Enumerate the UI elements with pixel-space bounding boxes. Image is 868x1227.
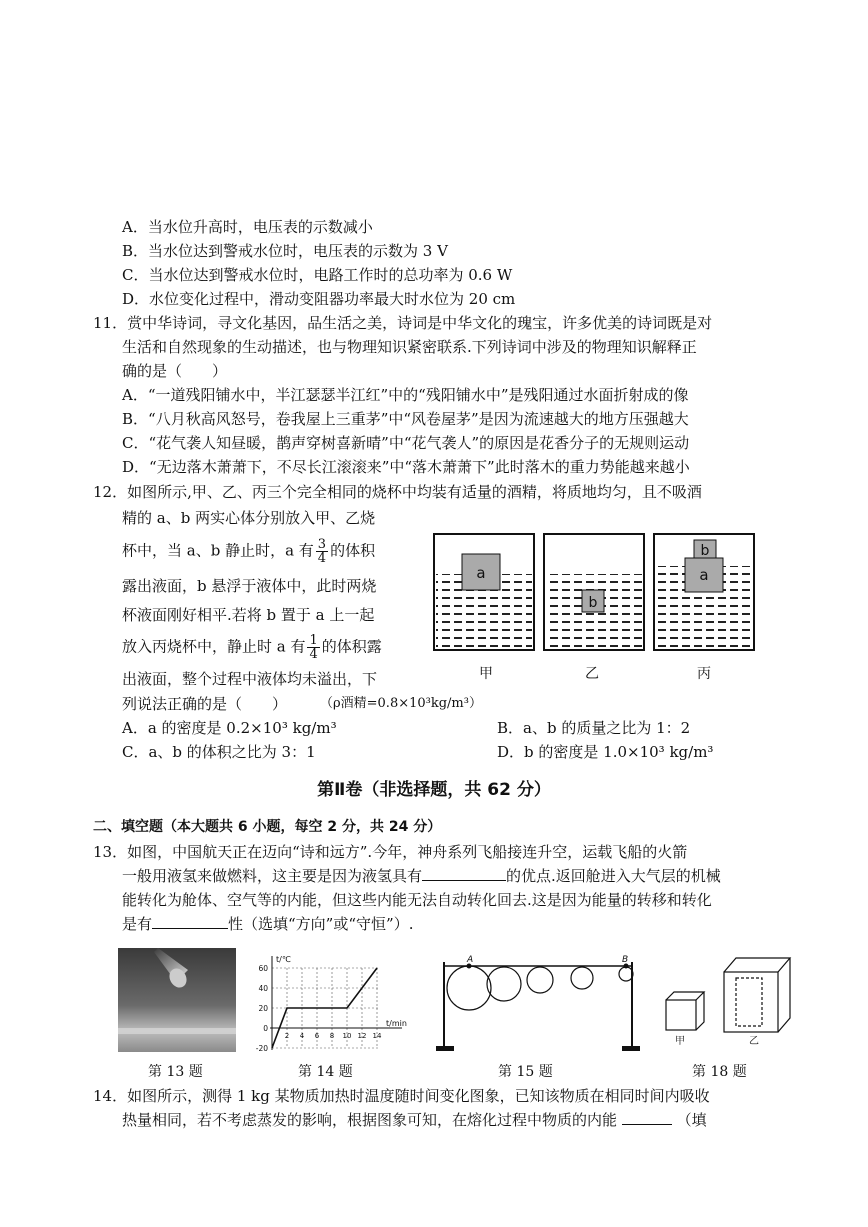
q14-heating-graph [252, 952, 414, 1056]
beaker-bing [654, 534, 754, 650]
q12-option-b: B．a、b 的质量之比为 1：2 [497, 719, 691, 737]
q12-option-d: D．b 的密度是 1.0×10³ kg/m³ [497, 743, 714, 761]
svg-text:20: 20 [258, 1004, 268, 1013]
caption-q13: 第 13 题 [148, 1064, 203, 1080]
q11-option-b: B．“八月秋高风怒号，卷我屋上三重茅”中“风卷屋茅”是因为流速越大的地方压强越大 [122, 410, 689, 428]
block-a-label: a [476, 564, 486, 582]
fraction-three-quarters: $\frac{3}{4}$ [317, 537, 327, 566]
caption-q18: 第 18 题 [692, 1064, 747, 1080]
q12-option-a: A．a 的密度是 0.2×10³ kg/m³ [122, 719, 337, 737]
svg-text:t/℃: t/℃ [276, 955, 291, 964]
q14-stem-line2: 热量相同，若不考虑蒸发的影响，根据图象可知，在熔化过程中物质的内能 （填 [122, 1111, 707, 1129]
q13-stem-line4: 是有 性（选填“方向”或“守恒”）. [122, 915, 414, 933]
caption-q15: 第 15 题 [498, 1064, 553, 1080]
svg-text:4: 4 [299, 1032, 305, 1040]
q12-stem-line4: 露出液面，b 悬浮于液体中，此时两烧 [122, 577, 377, 595]
fill-in-heading: 二、填空题（本大题共 6 小题，每空 2 分，共 24 分） [93, 819, 442, 835]
q10-option-d: D．水位变化过程中，滑动变阻器功率最大时水位为 20 cm [122, 290, 516, 308]
q18-cubes-figure [662, 950, 798, 1046]
q12-stem-line8: 列说法正确的是（ ） [122, 695, 288, 713]
q10-option-b: B．当水位达到警戒水位时，电压表的示数为 3 V [122, 242, 448, 260]
q13-stem-line3: 能转化为舱体、空气等的内能，但这些内能无法自动转化回去.这是因为能量的转移和转化 [122, 891, 712, 909]
svg-text:10: 10 [342, 1032, 352, 1040]
q12-stem-line5: 杯液面刚好相平.若将 b 置于 a 上一起 [122, 606, 375, 624]
small-cube-icon [666, 992, 704, 1030]
q13-stem-line1: 13．如图，中国航天正在迈向“诗和远方”.今年，神舟系列飞船接连升空，运载飞船的火箭 [93, 843, 688, 861]
svg-text:t/min: t/min [386, 1019, 407, 1028]
answer-blank[interactable] [152, 914, 228, 929]
svg-text:a: a [699, 566, 709, 584]
caption-q14: 第 14 题 [298, 1064, 353, 1080]
section-title: 第Ⅱ卷（非选择题，共 62 分） [317, 780, 551, 800]
q13-reentry-photo [118, 948, 236, 1052]
q12-stem-line1: 12．如图所示,甲、乙、丙三个完全相同的烧杯中均装有适量的酒精，将质地均匀，且不吸酒 [93, 483, 702, 501]
q12-stem-line2: 精的 a、b 两实心体分别放入甲、乙烧 [122, 509, 376, 527]
label-yi-18: 乙 [749, 1036, 759, 1046]
q12-beakers-figure [430, 530, 766, 690]
q11-option-a: A．“一道残阳铺水中，半江瑟瑟半江红”中的“残阳铺水中”是残阳通过水面折射成的像 [122, 386, 689, 404]
q10-option-c: C．当水位达到警戒水位时，电路工作时的总功率为 0.6 W [122, 266, 513, 284]
q15-swing-stand-figure [436, 952, 648, 1056]
q11-option-c: C．“花气袭人知昼暖，鹊声穿树喜新晴”中“花气袭人”的原因是花香分子的无规则运动 [122, 434, 690, 452]
large-cube-icon [724, 958, 790, 1032]
svg-text:-20: -20 [255, 1044, 268, 1053]
fraction-one-quarter: $\frac{1}{4}$ [309, 633, 318, 662]
svg-text:8: 8 [329, 1032, 335, 1040]
label-bing: 丙 [697, 666, 711, 682]
ring-icon [447, 966, 491, 1010]
q10-option-a: A．当水位升高时，电压表的示数减小 [122, 218, 373, 236]
svg-text:6: 6 [314, 1032, 320, 1040]
svg-text:2: 2 [284, 1032, 290, 1040]
q12-stem-line3: 杯中，当 a、b 静止时，a 有 $\frac{3}{4}$ 的体积 [122, 537, 376, 566]
svg-text:0: 0 [263, 1024, 268, 1033]
q12-density-note: （ρ酒精=0.8×10³kg/m³） [320, 696, 482, 711]
q13-stem-line2: 一般用液氢来做燃料，这主要是因为液氢具有 的优点.返回舱进入大气层的机械 [122, 867, 721, 885]
svg-text:b: b [700, 543, 710, 559]
beaker-yi [544, 534, 644, 650]
q12-option-c: C．a、b 的体积之比为 3：1 [122, 743, 316, 761]
beaker-jia [434, 534, 534, 650]
block-b-label: b [588, 595, 598, 611]
q14-stem-line1: 14．如图所示，测得 1 kg 某物质加热时温度随时间变化图象，已知该物质在相同时间内吸收 [93, 1087, 710, 1105]
q11-stem-line3: 确的是（ ） [122, 362, 228, 380]
q12-stem-line7: 出液面，整个过程中液体均未溢出，下 [122, 670, 378, 688]
q11-option-d: D．“无边落木萧萧下，不尽长江滚滚来”中“落木萧萧下”此时落木的重力势能越来越小 [122, 458, 690, 476]
svg-text:14: 14 [372, 1032, 382, 1040]
label-yi: 乙 [585, 666, 599, 682]
svg-text:60: 60 [258, 964, 268, 973]
point-a-label: A [467, 955, 474, 965]
svg-text:40: 40 [258, 984, 268, 993]
answer-blank[interactable] [622, 1110, 672, 1125]
q11-stem-line2: 生活和自然现象的生动描述，也与物理知识紧密联系.下列诗词中涉及的物理知识解释正 [122, 338, 697, 356]
q11-stem-line1: 11．赏中华诗词，寻文化基因，品生活之美，诗词是中华文化的瑰宝，许多优美的诗词既是对 [93, 314, 713, 332]
answer-blank[interactable] [422, 866, 506, 881]
label-jia: 甲 [479, 666, 493, 682]
svg-text:12: 12 [357, 1032, 367, 1040]
point-b-label: B [622, 955, 629, 965]
q12-stem-line6: 放入丙烧杯中，静止时 a 有 $\frac{1}{4}$ 的体积露 [122, 633, 382, 662]
label-jia-18: 甲 [675, 1036, 685, 1046]
